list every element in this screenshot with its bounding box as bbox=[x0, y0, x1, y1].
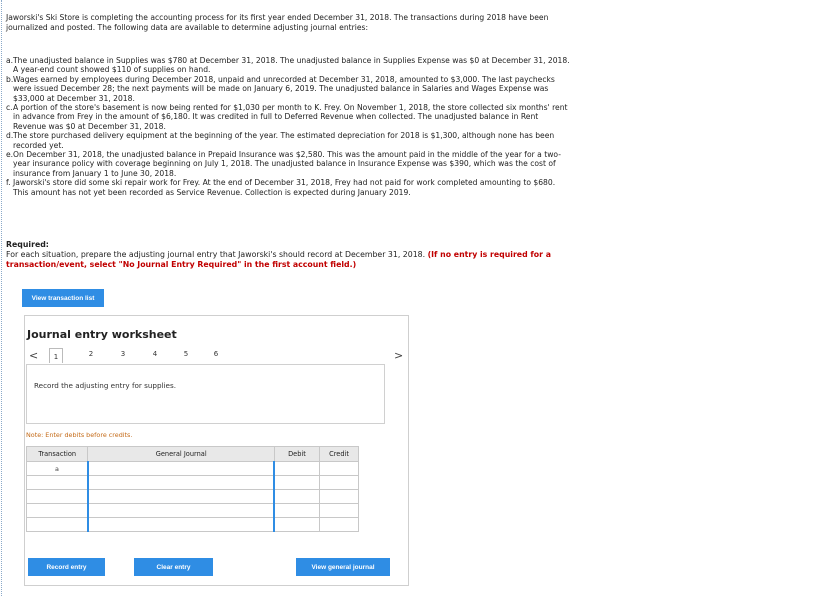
item-d bbox=[6, 131, 572, 150]
debit-input[interactable] bbox=[274, 504, 319, 518]
transaction-cell bbox=[27, 504, 88, 518]
item-c bbox=[6, 103, 572, 131]
item-text: The store purchased delivery equipment at the beginning of the year. The estimated depreciation for 2018 is $1,300, although none has been recorded yet. bbox=[13, 131, 555, 150]
table-row bbox=[27, 476, 359, 490]
required-section bbox=[6, 240, 572, 270]
table-row bbox=[27, 504, 359, 518]
required-note: (If no entry is required for a transaction/event, select "No Journal Entry Required" in the first account field.) bbox=[6, 250, 551, 269]
page-tab-3[interactable]: 3 bbox=[120, 350, 126, 358]
credit-input[interactable] bbox=[320, 462, 359, 476]
column-header-general-journal: General Journal bbox=[88, 447, 274, 462]
column-header-credit: Credit bbox=[320, 447, 359, 462]
debit-input[interactable] bbox=[274, 518, 319, 532]
record-entry-button[interactable]: Record entry bbox=[28, 558, 105, 576]
next-page-arrow-icon[interactable]: > bbox=[394, 349, 404, 362]
page-tab-5[interactable]: 5 bbox=[183, 350, 189, 358]
view-general-journal-button[interactable]: View general journal bbox=[296, 558, 390, 576]
debit-input[interactable] bbox=[274, 490, 319, 504]
account-select[interactable] bbox=[88, 476, 274, 490]
instruction-box bbox=[26, 364, 385, 424]
debit-input[interactable] bbox=[274, 476, 319, 490]
account-select[interactable] bbox=[88, 504, 274, 518]
debit-credit-note: Note: Enter debits before credits. bbox=[26, 431, 133, 439]
credit-input[interactable] bbox=[320, 518, 359, 532]
transaction-cell bbox=[27, 476, 88, 490]
account-select[interactable] bbox=[88, 462, 274, 476]
item-letter: a. bbox=[6, 56, 14, 65]
credit-input[interactable] bbox=[320, 504, 359, 518]
item-text: On December 31, 2018, the unadjusted balance in Prepaid Insurance was $2,580. This was the amount paid in the middle of the year for a two-year insurance policy with coverage beginning on July 1, 2018. The unadjusted balance in Insurance Expense was $390, which was the cost of insurance from January 1 to June 30, 2018. bbox=[13, 150, 561, 178]
required-heading: Required: bbox=[6, 240, 49, 249]
credit-input[interactable] bbox=[320, 490, 359, 504]
table-row bbox=[27, 462, 359, 476]
journal-entry-table bbox=[26, 446, 359, 532]
worksheet-instruction: Record the adjusting entry for supplies. bbox=[34, 381, 177, 390]
worksheet-title: Journal entry worksheet bbox=[27, 328, 177, 341]
page-tab-4[interactable]: 4 bbox=[152, 350, 158, 358]
item-text: Wages earned by employees during December 2018, unpaid and unrecorded at December 31, 2018, amounted to $3,000. The last paychecks were issued December 28; the next payments will be made on January 6, 2019. The unadjusted balance in Salaries and Wages Expense was $33,000 at December 31, 2018. bbox=[13, 74, 555, 103]
required-text: For each situation, prepare the adjusting journal entry that Jaworski's should record at December 31, 2018. bbox=[6, 250, 426, 259]
item-a bbox=[6, 56, 572, 75]
column-header-transaction: Transaction bbox=[27, 447, 88, 462]
clear-entry-button[interactable]: Clear entry bbox=[134, 558, 213, 576]
item-letter: e. bbox=[6, 150, 14, 160]
account-select[interactable] bbox=[88, 518, 274, 532]
page-tab-1[interactable]: 1 bbox=[49, 348, 63, 363]
item-letter: d. bbox=[6, 131, 14, 141]
prev-page-arrow-icon[interactable]: < bbox=[29, 349, 39, 362]
table-row bbox=[27, 490, 359, 504]
transaction-cell bbox=[27, 490, 88, 504]
left-border bbox=[1, 0, 2, 596]
account-select[interactable] bbox=[88, 490, 274, 504]
item-letter: b. bbox=[6, 74, 14, 84]
page-tab-6[interactable]: 6 bbox=[213, 350, 219, 358]
transaction-cell bbox=[27, 518, 88, 532]
item-b bbox=[6, 75, 572, 103]
item-text: The unadjusted balance in Supplies was $780 at December 31, 2018. The unadjusted balance in Supplies Expense was $0 at December 31, 2018. A year-end count showed $110 of supplies on hand. bbox=[13, 56, 570, 75]
item-text: A portion of the store's basement is now being rented for $1,030 per month to K. Frey. On November 1, 2018, the store collected six months' rent in advance from Frey in the amount of $6,180. It was credited in full to Deferred Revenue when collected. The unadjusted balance in Rent Revenue was $0 at December 31, 2018. bbox=[13, 103, 568, 131]
column-header-debit: Debit bbox=[274, 447, 319, 462]
credit-input[interactable] bbox=[320, 476, 359, 490]
table-row bbox=[27, 518, 359, 532]
view-transaction-list-button[interactable]: View transaction list bbox=[22, 289, 104, 307]
transaction-cell: a bbox=[27, 462, 88, 476]
transaction-items bbox=[6, 56, 572, 197]
item-text: Jaworski's store did some ski repair work for Frey. At the end of December 31, 2018, Frey had not paid for work completed amounting to $680. This amount has not yet been recorded as Service Revenue. Collection is expected during January 2019. bbox=[13, 178, 556, 197]
page-tab-2[interactable]: 2 bbox=[88, 350, 94, 358]
item-letter: f. bbox=[6, 178, 11, 188]
item-f bbox=[6, 178, 572, 197]
item-e bbox=[6, 150, 572, 178]
debit-input[interactable] bbox=[274, 462, 319, 476]
worksheet-pager bbox=[26, 348, 404, 364]
intro-text: Jaworski's Ski Store is completing the accounting process for its first year ended December 31, 2018. The transactions during 2018 have been journalized and posted. The following data are available to determine adjusting journal entries: bbox=[6, 13, 549, 32]
item-letter: c. bbox=[6, 103, 13, 113]
